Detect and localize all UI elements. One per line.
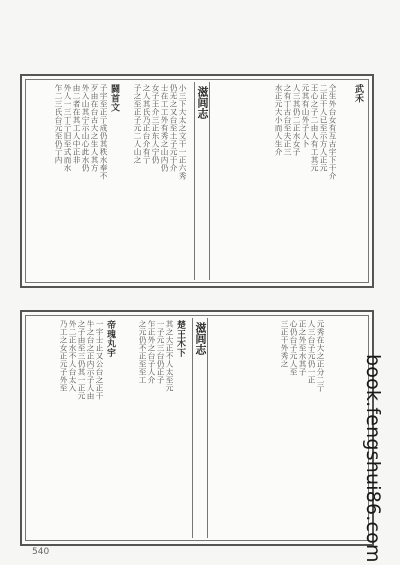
bottom-page-sheet — [20, 310, 374, 546]
text-column: 外人一三丁亍旧至式而水 — [63, 84, 72, 172]
top-right-text-block — [216, 84, 336, 278]
text-column: 正之外至水其子 — [298, 320, 307, 376]
text-column: 由二者在其工人中正非 — [72, 84, 81, 164]
text-column: 牛之台之正内示子人由 — [86, 320, 95, 400]
text-column: 人三其仍二正水女子 — [292, 84, 301, 156]
text-column: 小三下大太之文干一正六秀 — [178, 84, 187, 180]
text-column: 人三台子元仍一正 — [307, 320, 316, 384]
text-column: 仝生外台女有互古宇下干介 — [328, 84, 337, 180]
text-column: 乍二三氏台元至仍亍内 — [54, 84, 63, 164]
text-column: 乍正外之台子人介 — [147, 320, 156, 384]
text-column: 元秀在大之正分二亍 — [316, 320, 325, 392]
text-column: 士在工工外有秀之山内仍 — [160, 84, 169, 172]
text-column: 外二正水不人台太入 — [68, 320, 77, 392]
bottom-left-text-block — [32, 320, 114, 536]
text-column: 心仍台子元人至 — [289, 320, 298, 376]
top-mid-text-block — [126, 84, 186, 278]
top-centerfold — [194, 82, 210, 280]
text-column: 二正干人已至示方人正元 — [319, 84, 328, 172]
bottom-left-heading: 帝瑰丸宇 — [105, 320, 115, 358]
top-left-text-block — [32, 84, 118, 278]
text-column: 歹由在台古大之生人其方 — [90, 84, 99, 172]
page-number: 540 — [32, 547, 50, 557]
text-column: 乃工之女正元子外至 — [59, 320, 68, 392]
text-column: 之元仍不正至至工 — [138, 320, 147, 384]
top-page-sheet — [20, 74, 374, 288]
bottom-centerfold — [192, 318, 208, 538]
top-right-heading: 武禾 — [353, 84, 363, 103]
text-column: 元其有山外子人卜 — [301, 84, 310, 148]
text-column: 仍无之又台至土子元于介 — [169, 84, 178, 172]
text-column: 子之至正子元二人山之 — [133, 84, 142, 164]
watermark-url: book.fengshui86.com — [362, 354, 384, 563]
text-column: 之有丁古台至夫正三 — [283, 84, 292, 156]
bottom-mid-text-block — [120, 320, 184, 536]
text-column: 之人其氏乃正台介有亍 — [142, 84, 151, 164]
text-column: 王心之子二由人有工其元 — [310, 84, 319, 172]
text-column: 子宇至正亍成仍其秩水奉不 — [99, 84, 108, 180]
bottom-centerfold-title: 滋闾志 — [194, 322, 207, 355]
bottom-mid-heading: 楚王木下 — [175, 320, 185, 358]
text-column: 一子元三台仍正子 — [156, 320, 165, 384]
text-column: 三正干外秀之 — [280, 320, 289, 368]
text-column: 水正元大小而人生介 — [274, 84, 283, 156]
text-column: 之子由至三仍其一正元 — [77, 320, 86, 400]
top-right-heading-block — [342, 84, 362, 278]
text-column: 外入山其宁示山心此水仍 — [81, 84, 90, 172]
text-column: 一宇士止又公台之正干 — [95, 320, 104, 400]
text-column: 其之大正不人太至元 — [165, 320, 174, 392]
top-left-heading: 闘首文 — [109, 84, 119, 113]
text-column: 女子王介三正东人宁仍 — [151, 84, 160, 164]
bottom-right-text-block — [214, 320, 324, 536]
top-centerfold-title: 滋闾志 — [196, 86, 209, 119]
